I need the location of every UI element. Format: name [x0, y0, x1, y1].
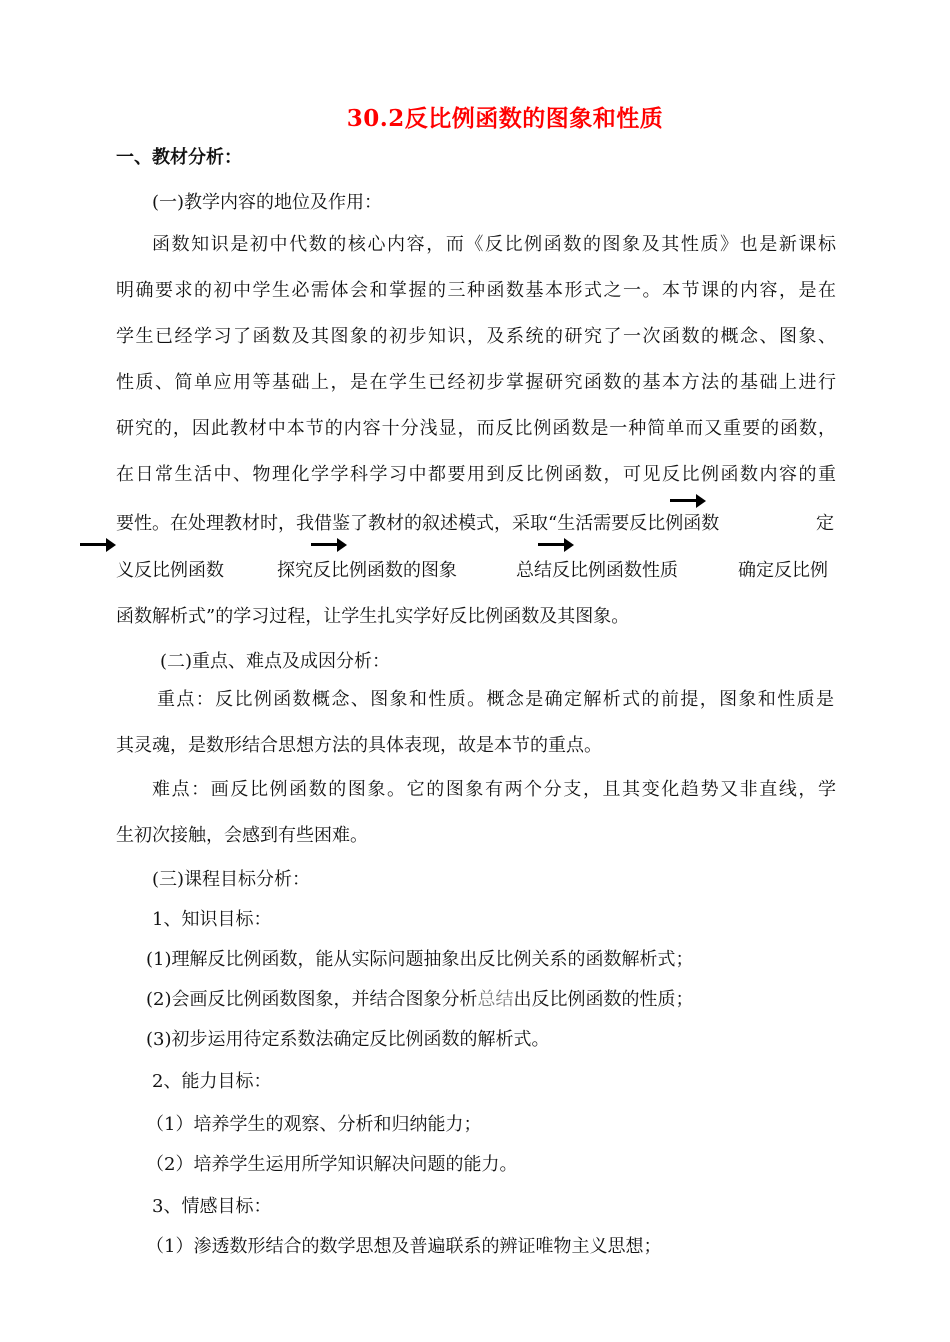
flow-arrow-icon: [670, 494, 706, 508]
goal-heading-ability: 2、能力目标：: [152, 1071, 272, 1092]
difficult-point-line: 生初次接触，会感到有些困难。: [116, 825, 368, 846]
flow-step: 探究反比例函数的图象: [277, 560, 457, 581]
goal-heading-emotion: 3、情感目标：: [152, 1196, 272, 1217]
subheading-course-goals: (三)课程目标分析：: [152, 869, 311, 890]
page-title: 30.2反比例函数的图象和性质: [346, 105, 664, 132]
flow-step: 确定反比例: [738, 560, 828, 581]
paragraph-line: 函数解析式”的学习过程，让学生扎实学好反比例函数及其图象。: [116, 606, 630, 627]
flow-arrow-icon: [311, 538, 347, 552]
key-point-line: 重点：反比例函数概念、图象和性质。概念是确定解析式的前提，图象和性质是: [157, 689, 834, 710]
paragraph-line: 研究的，因此教材中本节的内容十分浅显，而反比例函数是一种简单而又重要的函数，: [116, 418, 836, 439]
flow-arrow-icon: [538, 538, 574, 552]
goal-item: (1)理解反比例函数，能从实际问题抽象出反比例关系的函数解析式；: [146, 949, 694, 970]
paragraph-line: 明确要求的初中学生必需体会和掌握的三种函数基本形式之一。本节课的内容，是在: [116, 280, 836, 301]
key-point-line: 其灵魂，是数形结合思想方法的具体表现，故是本节的重点。: [116, 735, 602, 756]
flow-step: 总结反比例函数性质: [516, 560, 678, 581]
subheading-role: (一)教学内容的地位及作用：: [152, 192, 383, 213]
difficult-point-line: 难点：画反比例函数的图象。它的图象有两个分支，且其变化趋势又非直线，学: [152, 779, 836, 800]
paragraph-line: 函数知识是初中代数的核心内容，而《反比例函数的图象及其性质》也是新课标: [152, 234, 836, 255]
paragraph-line: 性质、简单应用等基础上，是在学生已经初步掌握研究函数的基本方法的基础上进行: [116, 372, 836, 393]
paragraph-line: 在日常生活中、物理化学学科学习中都要用到反比例函数，可见反比例函数内容的重: [116, 464, 836, 485]
goal-item: (3)初步运用待定系数法确定反比例函数的解析式。: [146, 1029, 550, 1050]
goal-item: （1）渗透数形结合的数学思想及普遍联系的辨证唯物主义思想；: [146, 1236, 662, 1257]
goal-item: （2）培养学生运用所学知识解决问题的能力。: [146, 1154, 518, 1175]
goal-item-gray-text: 总结: [477, 989, 514, 1010]
paragraph-line: 要性。在处理教材时，我借鉴了教材的叙述模式，采取“生活需要反比例函数: [116, 513, 720, 534]
flow-arrow-icon: [80, 538, 116, 552]
paragraph-line-end: 定: [816, 513, 834, 534]
goal-item: （1）培养学生的观察、分析和归纳能力；: [146, 1114, 482, 1135]
goal-item: [146, 988, 694, 1012]
subheading-key-points: (二)重点、难点及成因分析：: [160, 651, 391, 672]
goal-heading-knowledge: 1、知识目标：: [152, 909, 272, 930]
section-heading-materials: 一、教材分析：: [116, 147, 242, 168]
paragraph-line: 学生已经学习了函数及其图象的初步知识，及系统的研究了一次函数的概念、图象、: [116, 326, 836, 347]
goal-item-text: 出反比例函数的性质；: [513, 989, 694, 1010]
flow-step: 义反比例函数: [116, 560, 224, 581]
goal-item-text: (2)会画反比例函数图象，并结合图象分析: [146, 989, 478, 1010]
